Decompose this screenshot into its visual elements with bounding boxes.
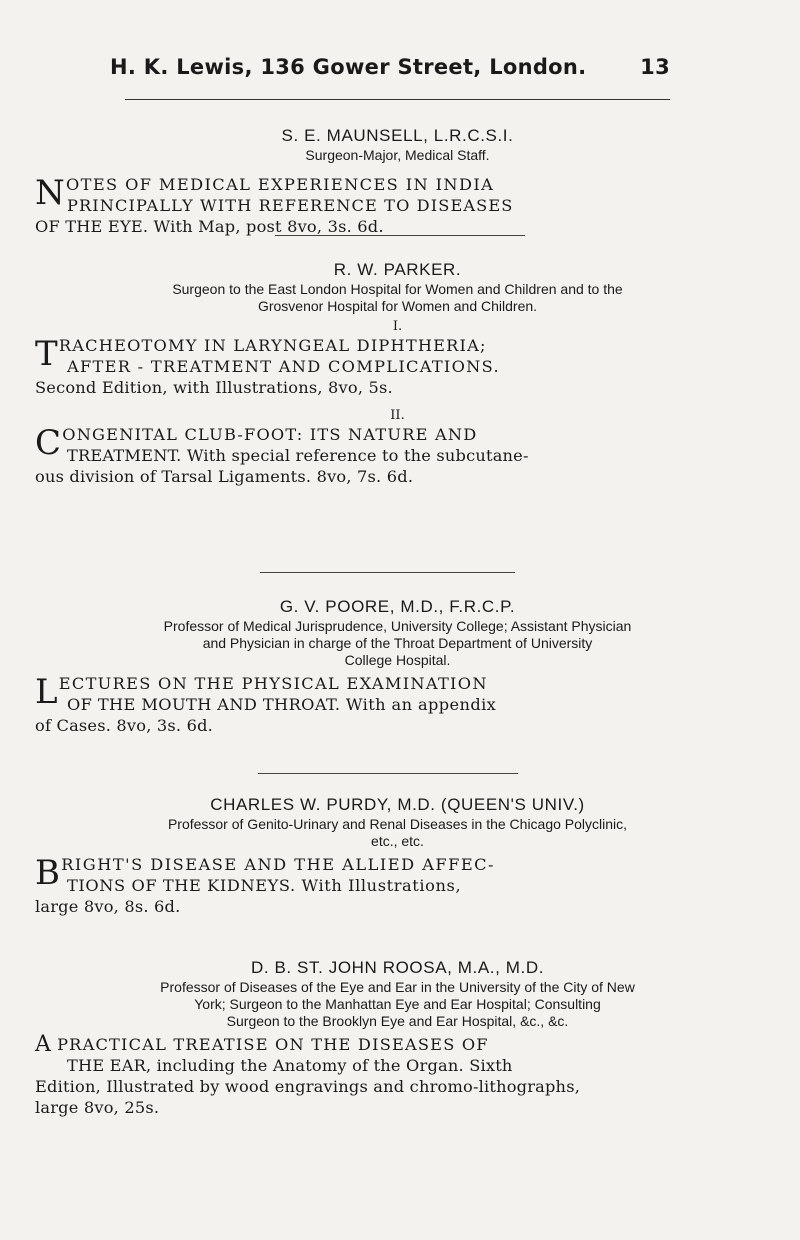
book-entry: [35, 335, 760, 398]
book-entry: [35, 854, 760, 917]
entry-purdy: [35, 795, 760, 917]
book-detail-line: OF THE EYE. With Map, post 8vo, 3s. 6d.: [35, 217, 384, 236]
author-credentials: etc., etc.: [371, 833, 424, 849]
entry-maunsell: [35, 126, 760, 237]
author-name: CHARLES W. PURDY, M.D. (QUEEN'S UNIV.): [210, 795, 585, 814]
book-detail-line: of Cases. 8vo, 3s. 6d.: [35, 716, 213, 735]
book-detail-line: Second Edition, with Illustrations, 8vo, 5s.: [35, 378, 393, 397]
book-title-line: THE EAR, including the Anatomy of the Organ. Sixth: [67, 1056, 513, 1075]
book-title-line: ECTURES ON THE PHYSICAL EXAMINATION: [58, 674, 488, 693]
book-title-line: RIGHT'S DISEASE AND THE ALLIED AFFEC-: [61, 855, 496, 874]
entry-roosa: [35, 958, 760, 1118]
drop-capital: L: [35, 672, 58, 712]
header-rule: [125, 99, 670, 100]
entry-poore: [35, 597, 760, 736]
book-title-line: PRINCIPALLY WITH REFERENCE TO DISEASES: [67, 196, 514, 215]
author-credentials: York; Surgeon to the Manhattan Eye and Ear Hospital; Consulting: [194, 996, 601, 1012]
book-title-line: OF THE MOUTH AND THROAT. With an appendix: [67, 695, 497, 714]
section-divider: [275, 235, 525, 236]
author-credentials: and Physician in charge of the Throat Department of University: [202, 635, 593, 651]
author-name: D. B. ST. JOHN ROOSA, M.A., M.D.: [250, 958, 545, 977]
book-entry: [35, 174, 760, 237]
author-name: S. E. MAUNSELL, L.R.C.S.I.: [281, 126, 514, 145]
book-title-line: ONGENITAL CLUB-FOOT: ITS NATURE AND: [62, 425, 478, 444]
book-detail-line: Edition, Illustrated by wood engravings and chromo-lithographs,: [35, 1077, 581, 1096]
book-entry: [35, 424, 760, 487]
section-divider: [258, 773, 518, 774]
running-head-title: H. K. Lewis, 136 Gower Street, London.: [110, 55, 587, 79]
book-numeral: II.: [390, 408, 405, 423]
author-credentials: Professor of Medical Jurisprudence, University College; Assistant Physician: [163, 618, 632, 634]
author-credentials: Professor of Genito-Urinary and Renal Diseases in the Chicago Polyclinic,: [167, 816, 628, 832]
author-name: G. V. POORE, M.D., F.R.C.P.: [279, 597, 516, 616]
book-entry: [35, 673, 760, 736]
book-title-line: OTES OF MEDICAL EXPERIENCES IN INDIA: [65, 175, 495, 194]
book-title-line: TREATMENT. With special reference to the subcutane-: [67, 446, 529, 465]
book-detail-line: large 8vo, 25s.: [35, 1098, 160, 1117]
author-credentials: College Hospital.: [344, 652, 451, 668]
drop-capital: B: [35, 853, 61, 893]
author-name: R. W. PARKER.: [333, 260, 462, 279]
drop-capital: A: [35, 1032, 52, 1057]
book-detail-line: large 8vo, 8s. 6d.: [35, 897, 181, 916]
entry-parker: [35, 260, 760, 487]
drop-capital: T: [35, 334, 58, 374]
book-entry: [35, 1034, 760, 1118]
page-number: 13: [640, 55, 670, 79]
author-credentials: Professor of Diseases of the Eye and Ear in the University of the City of New: [160, 979, 635, 995]
section-divider: [260, 572, 515, 573]
author-credentials: Surgeon to the East London Hospital for Women and Children and to the: [172, 281, 623, 297]
book-title-line: PRACTICAL TREATISE ON THE DISEASES OF: [57, 1035, 489, 1054]
author-credentials: Surgeon to the Brooklyn Eye and Ear Hospital, &c., &c.: [226, 1013, 569, 1029]
book-title-line: AFTER - TREATMENT AND COMPLICATIONS.: [67, 357, 500, 376]
book-title-line: RACHEOTOMY IN LARYNGEAL DIPHTHERIA;: [58, 336, 487, 355]
drop-capital: C: [35, 423, 62, 463]
author-credentials: Grosvenor Hospital for Women and Children.: [257, 298, 538, 314]
book-title-line: TIONS OF THE KIDNEYS. With Illustrations,: [67, 876, 462, 895]
author-credentials: Surgeon-Major, Medical Staff.: [305, 147, 490, 163]
drop-capital: N: [35, 173, 65, 213]
book-numeral: I.: [392, 319, 403, 334]
book-detail-line: ous division of Tarsal Ligaments. 8vo, 7s. 6d.: [35, 467, 414, 486]
